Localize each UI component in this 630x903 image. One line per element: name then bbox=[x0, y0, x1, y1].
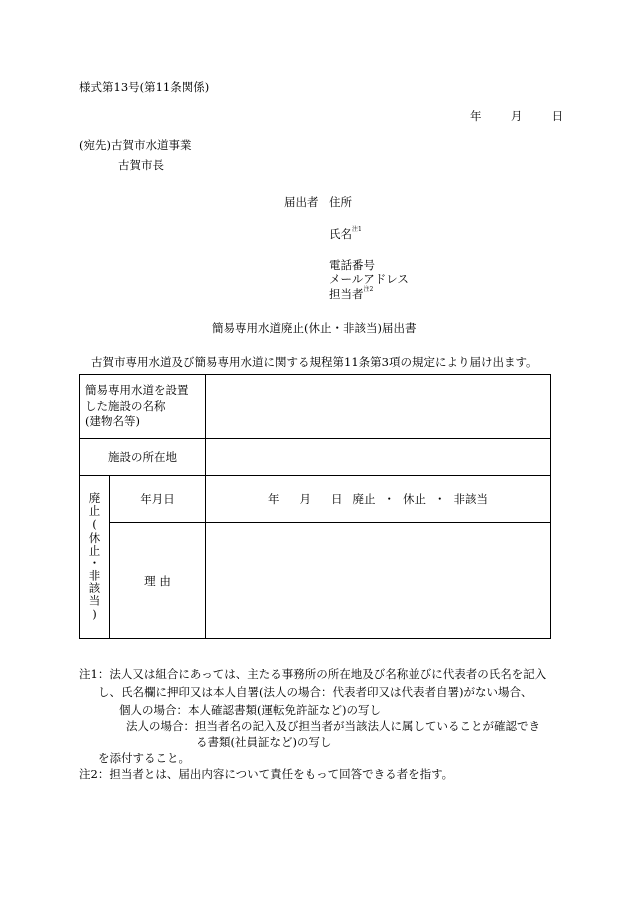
note2-prefix: 注2： bbox=[79, 767, 110, 781]
note1-prefix: 注1： bbox=[79, 667, 110, 681]
location-label-cell bbox=[80, 439, 206, 476]
facility-name-label-cell bbox=[80, 375, 206, 439]
reason-field[interactable] bbox=[206, 523, 551, 639]
date-label: 年月日 bbox=[140, 492, 175, 506]
note1-personal-text: 本人確認書類(運転免許証など)の写し bbox=[188, 703, 381, 717]
applicant-address-label: 住所 bbox=[329, 195, 352, 209]
applicant-contact-label: 担当者$^{注2}$ bbox=[329, 286, 374, 301]
reason-label: 理 由 bbox=[144, 573, 171, 588]
notification-table bbox=[79, 374, 551, 639]
location-label: 施設の所在地 bbox=[108, 450, 177, 464]
note1-corp-label: 法人の場合： bbox=[126, 719, 195, 733]
status-suspend[interactable]: 休止 bbox=[403, 492, 426, 506]
applicant-phone-label: 電話番号 bbox=[329, 258, 375, 272]
note1-corp-text2: る書類(社員証など)の写し bbox=[196, 735, 332, 749]
status-year: 年 bbox=[268, 492, 280, 506]
submission-date bbox=[470, 110, 563, 124]
note2-text: 担当者とは、届出内容について責任をもって回答できる者を指す。 bbox=[109, 767, 454, 781]
side-label: 廃止(休止・非該当) bbox=[87, 492, 102, 622]
note1-line1: 法人又は組合にあっては、主たる事務所の所在地及び名称並びに代表者の氏名を記入 bbox=[109, 667, 547, 681]
note1-ref: 注1 bbox=[352, 226, 362, 233]
status-month: 月 bbox=[299, 492, 311, 506]
facility-name-label-1: 簡易専用水道を設置 bbox=[85, 383, 189, 398]
applicant-label: 届出者 bbox=[284, 195, 319, 209]
note2-ref: 注2 bbox=[363, 286, 374, 293]
form-number: 様式第13号(第11条関係) bbox=[79, 80, 210, 94]
status-not-applicable[interactable]: 非該当 bbox=[453, 492, 488, 506]
note1-corp bbox=[126, 720, 540, 734]
applicant-email-label: メールアドレス bbox=[329, 272, 409, 286]
date-year: 年 bbox=[470, 109, 482, 123]
note1-personal bbox=[119, 704, 381, 718]
status-day: 日 bbox=[331, 492, 343, 506]
location-field[interactable] bbox=[206, 439, 551, 476]
facility-name-label-2: した施設の名称 bbox=[85, 398, 166, 413]
facility-name-field[interactable] bbox=[206, 375, 551, 439]
note1-corp-text1: 担当者名の記入及び担当者が当該法人に属していることが確認でき bbox=[195, 719, 540, 733]
note1-attach: を添付すること。 bbox=[98, 751, 190, 765]
note1-line2: し、氏名欄に押印又は本人自署(法人の場合：代表者印又は代表者自署)がない場合、 bbox=[98, 685, 533, 699]
side-label-cell bbox=[80, 476, 110, 639]
status-sep-1: ・ bbox=[383, 492, 395, 506]
document-title: 簡易専用水道廃止(休止・非該当)届出書 bbox=[212, 321, 417, 335]
addressee-line2: 古賀市長 bbox=[118, 158, 164, 172]
date-day: 日 bbox=[551, 109, 564, 123]
date-month: 月 bbox=[510, 109, 523, 123]
intro-text: 古賀市専用水道及び簡易専用水道に関する規程第11条第3項の規定により届け出ます。 bbox=[91, 355, 538, 369]
applicant-name-label: 氏名$^{注1}$ bbox=[329, 226, 362, 241]
note1 bbox=[79, 668, 546, 682]
facility-name-label-3: (建物名等) bbox=[85, 414, 140, 429]
date-status-field[interactable] bbox=[206, 476, 551, 523]
note1-personal-label: 個人の場合： bbox=[119, 703, 188, 717]
addressee-line1: (宛先)古賀市水道事業 bbox=[79, 138, 192, 152]
note2 bbox=[79, 768, 453, 782]
status-abolish[interactable]: 廃止 bbox=[352, 492, 376, 506]
status-sep-2: ・ bbox=[434, 492, 446, 506]
reason-label-cell bbox=[110, 523, 206, 639]
date-label-cell bbox=[110, 476, 206, 523]
